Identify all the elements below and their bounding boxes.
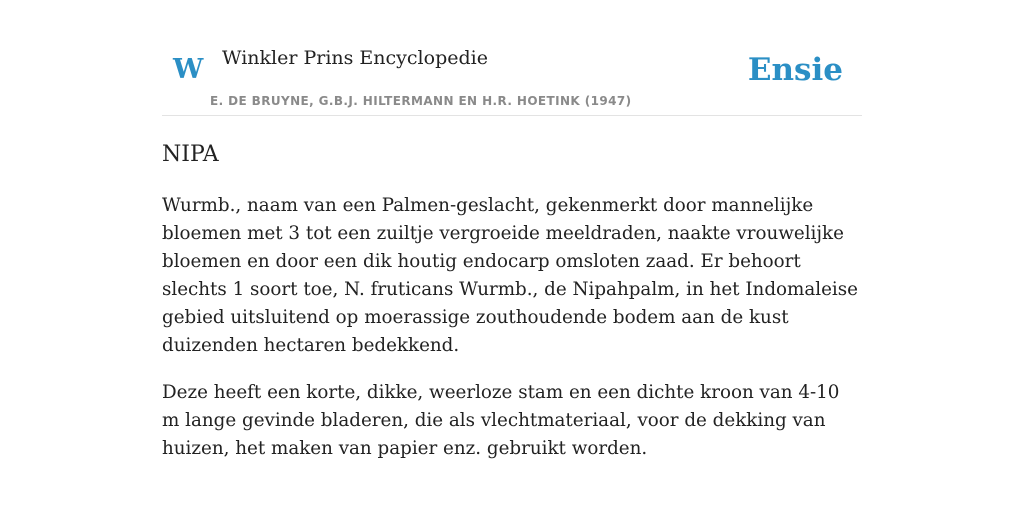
- source-authors: E. DE BRUYNE, G.B.J. HILTERMANN EN H.R. HOETINK (1947): [210, 94, 632, 108]
- source-logo: W: [173, 54, 204, 85]
- entry-paragraph: Wurmb., naam van een Palmen-geslacht, gekenmerkt door mannelijke bloemen met 3 tot een zuiltje vergroeide meeldraden, naakte vrouwelijke bloemen en door een dik houtig endocarp omsloten zaad. Er behoort slechts 1 soort toe, N. fruticans Wurmb., de Nipahpalm, in het Indomaleise gebied uitsluitend op moerassige zouthoudende bodem aan de kust duizenden hectaren bedekkend.: [162, 195, 858, 356]
- entry-paragraph: Deze heeft een korte, dikke, weerloze stam en een dichte kroon van 4-10 m lange gevinde bladeren, die als vlechtmateriaal, voor de dekking van huizen, het maken van papier enz. gebruikt worden.: [162, 382, 840, 459]
- entry-title: NIPA: [162, 142, 219, 167]
- ensie-logo-link[interactable]: Ensie: [747, 52, 843, 88]
- source-title[interactable]: Winkler Prins Encyclopedie: [222, 47, 488, 69]
- article-page: [162, 0, 862, 512]
- source-header: [162, 0, 862, 116]
- entry-body: [162, 192, 862, 482]
